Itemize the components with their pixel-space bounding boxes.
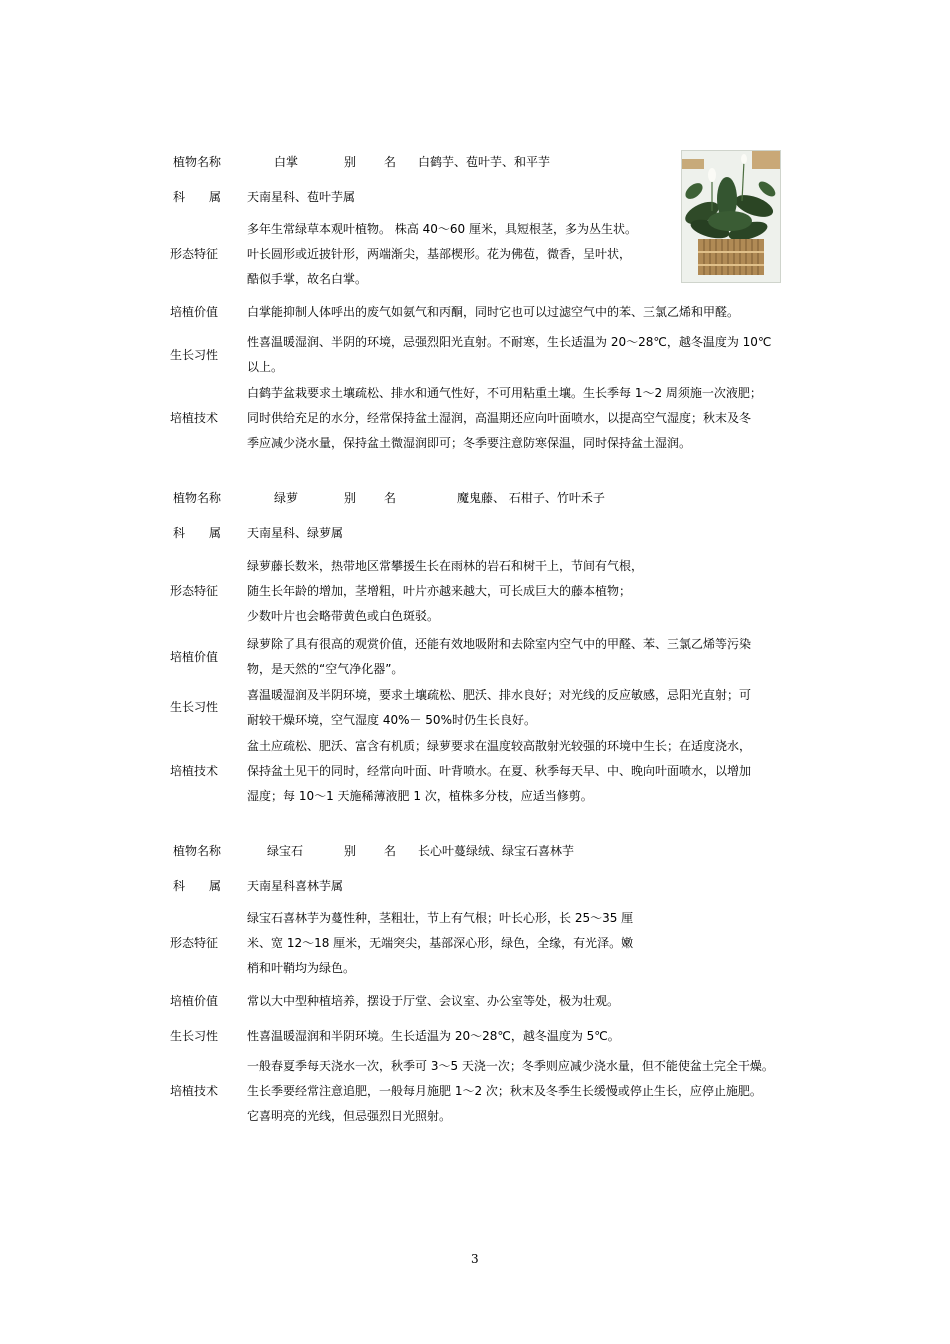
technique-label: 培植技术 xyxy=(170,1084,219,1098)
family-label-char: 科 xyxy=(173,526,186,540)
plant-alias: 魔鬼藤、 石柑子、竹叶禾子 xyxy=(457,491,605,505)
technique-line: 同时供给充足的水分，经常保持盆土湿润，高温期还应向叶面喷水，以提高空气湿度；秋末及冬 xyxy=(247,411,752,425)
value-line: 绿萝除了具有很高的观赏价值，还能有效地吸附和去除室内空气中的甲醛、苯、三氯乙烯等污染 xyxy=(247,637,752,651)
plant-alias: 长心叶蔓绿绒、绿宝石喜林芋 xyxy=(418,844,575,858)
family-label-char: 属 xyxy=(209,879,222,893)
morphology-line: 米、宽 12～18 厘米，无端突尖，基部深心形，绿色，全缘，有光泽。嫩 xyxy=(247,936,634,950)
value-line: 白掌能抑制人体呼出的废气如氨气和丙酮，同时它也可以过滤空气中的苯、三氯乙烯和甲醛。 xyxy=(247,305,740,319)
value-line: 常以大中型种植培养，摆设于厅堂、会议室、办公室等处，极为壮观。 xyxy=(247,994,620,1008)
habit-line: 以上。 xyxy=(247,360,284,374)
technique-line: 它喜明亮的光线，但忌强烈日光照射。 xyxy=(247,1109,452,1123)
technique-label: 培植技术 xyxy=(170,411,219,425)
value-label: 培植价值 xyxy=(170,305,219,319)
family-value: 天南星科喜林芋属 xyxy=(247,879,344,893)
technique-label: 培植技术 xyxy=(170,764,219,778)
habit-line: 性喜温暖湿润、半阴的环境，忌强烈阳光直射。不耐寒，生长适温为 20～28℃，越冬温度为 10℃ xyxy=(247,335,772,349)
technique-line: 季应减少浇水量，保持盆土微湿润即可；冬季要注意防寒保温，同时保持盆土湿润。 xyxy=(247,436,692,450)
technique-line: 盆土应疏松、肥沃、富含有机质；绿萝要求在温度较高散射光较强的环境中生长；在适度浇水， xyxy=(247,739,752,753)
value-label: 培植价值 xyxy=(170,650,219,664)
plant-name: 白掌 xyxy=(274,155,299,169)
alias-label-char: 别 xyxy=(344,491,357,505)
technique-line: 湿度；每 10～1 天施稀薄液肥 1 次，植株多分枝，应适当修剪。 xyxy=(247,789,593,803)
peace-lily-photo xyxy=(681,150,781,283)
plant-name-label: 植物名称 xyxy=(173,491,222,505)
morphology-label: 形态特征 xyxy=(170,936,219,950)
morphology-label: 形态特征 xyxy=(170,247,219,261)
morphology-line: 少数叶片也会略带黄色或白色斑驳。 xyxy=(247,609,440,623)
habit-label: 生长习性 xyxy=(170,700,219,714)
alias-label-char: 名 xyxy=(384,155,397,169)
morphology-line: 绿萝藤长数米，热带地区常攀援生长在雨林的岩石和树干上，节间有气根， xyxy=(247,559,644,573)
technique-line: 白鹤芋盆栽要求土壤疏松、排水和通气性好，不可用粘重土壤。生长季每 1～2 周须施一次液肥； xyxy=(247,386,762,400)
alias-label-char: 别 xyxy=(344,155,357,169)
family-value: 天南星科、绿萝属 xyxy=(247,526,344,540)
alias-label-char: 名 xyxy=(384,844,397,858)
technique-line: 一般春夏季每天浇水一次，秋季可 3～5 天浇一次；冬季则应减少浇水量，但不能使盆土完全干燥。 xyxy=(247,1059,774,1073)
habit-line: 性喜温暖湿润和半阴环境。生长适温为 20～28℃，越冬温度为 5℃。 xyxy=(247,1029,620,1043)
morphology-line: 多年生常绿草本观叶植物。 株高 40～60 厘米，具短根茎，多为丛生状。 xyxy=(247,222,637,236)
morphology-line: 梢和叶鞘均为绿色。 xyxy=(247,961,356,975)
habit-line: 耐较干燥环境，空气湿度 40%－ 50%时仍生长良好。 xyxy=(247,713,536,727)
page-number: 3 xyxy=(471,1252,479,1266)
habit-label: 生长习性 xyxy=(170,1029,219,1043)
family-label-char: 属 xyxy=(209,526,222,540)
value-label: 培植价值 xyxy=(170,994,219,1008)
plant-alias: 白鹤芋、苞叶芋、和平芋 xyxy=(418,155,551,169)
technique-line: 保持盆土见干的同时，经常向叶面、叶背喷水。在夏、秋季每天早、中、晚向叶面喷水，以增加 xyxy=(247,764,752,778)
family-label-char: 科 xyxy=(173,879,186,893)
morphology-label: 形态特征 xyxy=(170,584,219,598)
family-label-char: 科 xyxy=(173,190,186,204)
habit-line: 喜温暖湿润及半阴环境，要求土壤疏松、肥沃、排水良好；对光线的反应敏感，忌阳光直射；可 xyxy=(247,688,752,702)
morphology-line: 绿宝石喜林芋为蔓性种，茎粗壮，节上有气根；叶长心形，长 25～35 厘 xyxy=(247,911,634,925)
alias-label-char: 名 xyxy=(384,491,397,505)
plant-name-label: 植物名称 xyxy=(173,844,222,858)
morphology-line: 酷似手掌，故名白掌。 xyxy=(247,272,368,286)
habit-label: 生长习性 xyxy=(170,348,219,362)
peace-lily-illustration xyxy=(682,151,780,282)
alias-label-char: 别 xyxy=(344,844,357,858)
technique-line: 生长季要经常注意追肥，一般每月施肥 1～2 次；秋末及冬季生长缓慢或停止生长，应停止施肥。 xyxy=(247,1084,762,1098)
plant-name-label: 植物名称 xyxy=(173,155,222,169)
family-label-char: 属 xyxy=(209,190,222,204)
family-value: 天南星科、苞叶芋属 xyxy=(247,190,356,204)
morphology-line: 随生长年龄的增加，茎增粗，叶片亦越来越大，可长成巨大的藤本植物； xyxy=(247,584,632,598)
plant-name: 绿萝 xyxy=(274,491,299,505)
value-line: 物，是天然的“空气净化器”。 xyxy=(247,662,404,676)
morphology-line: 叶长圆形或近披针形，两端渐尖，基部楔形。花为佛苞，微香，呈叶状， xyxy=(247,247,632,261)
plant-name: 绿宝石 xyxy=(267,844,304,858)
